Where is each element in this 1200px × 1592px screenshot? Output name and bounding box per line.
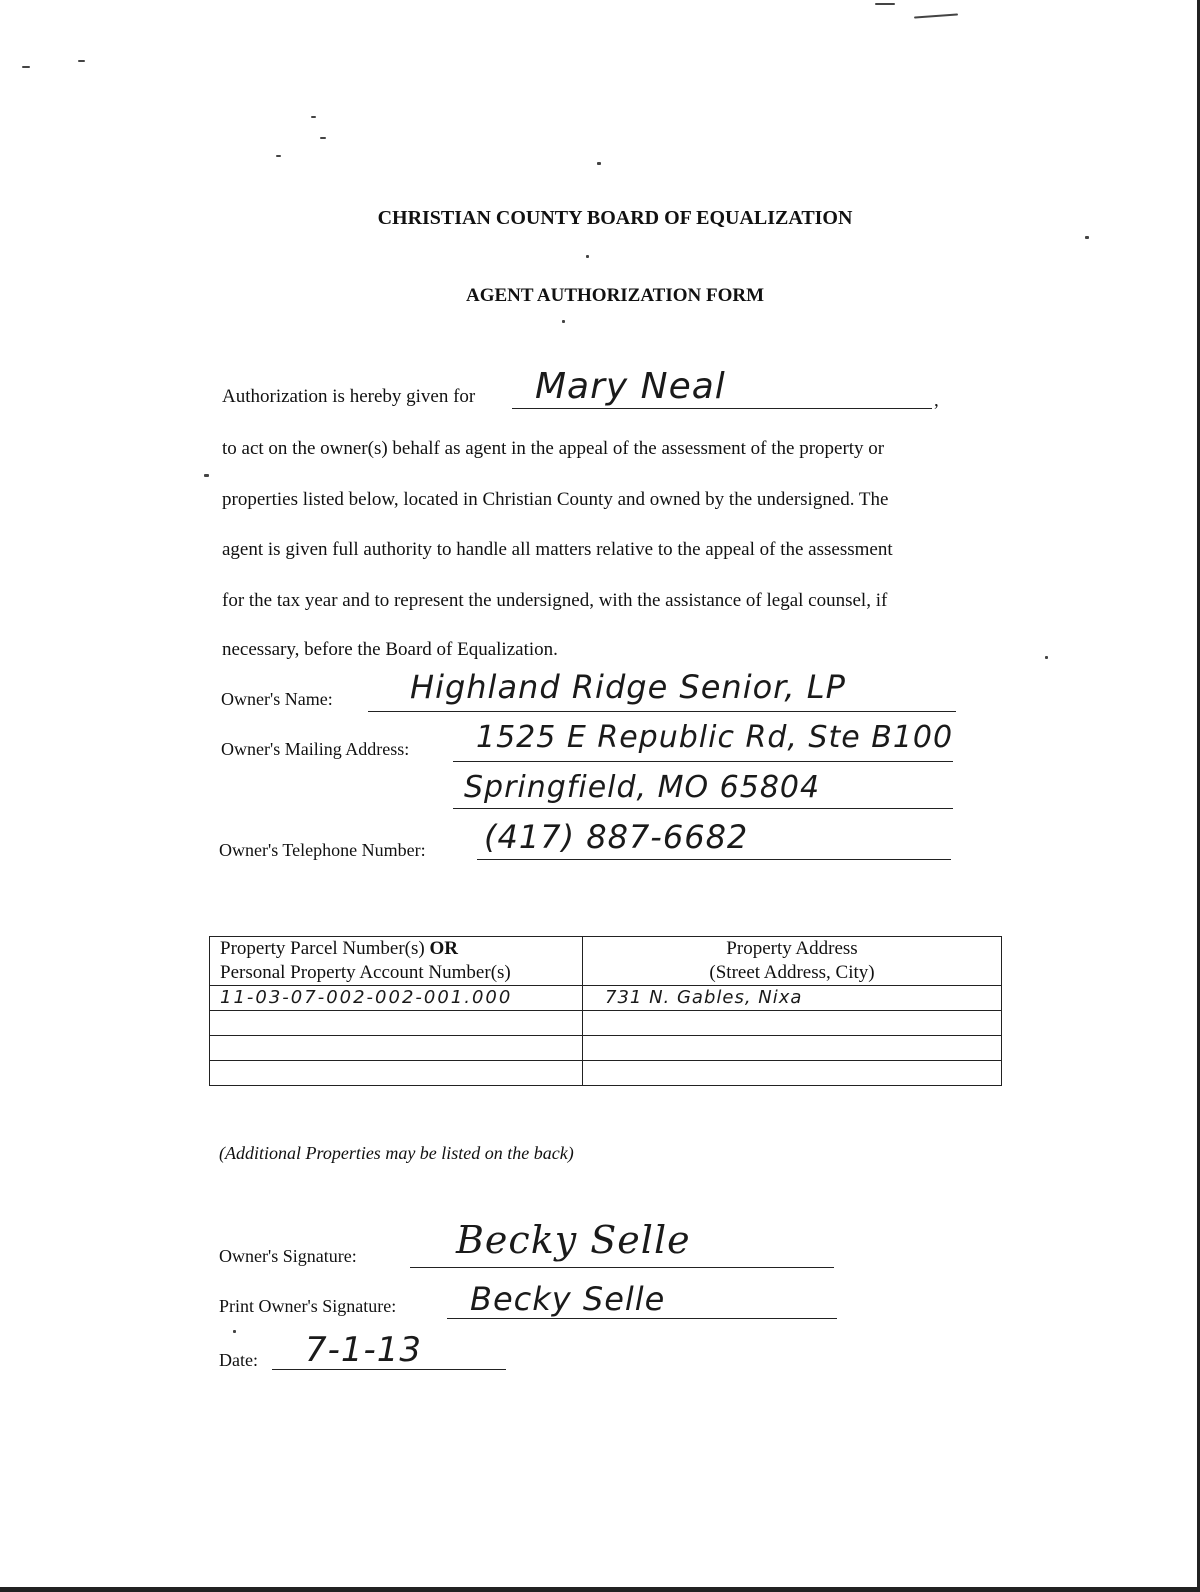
scan-speck <box>597 162 601 165</box>
property-address-cell[interactable] <box>583 1011 1002 1036</box>
paragraph-line-4: for the tax year and to represent the undersigned, with the assistance of legal counsel, if <box>222 590 888 611</box>
scan-speck <box>562 320 565 323</box>
scan-speck <box>311 116 316 118</box>
paragraph-line-2: properties listed below, located in Christian County and owned by the undersigned. The <box>222 489 889 510</box>
parcel-number-cell[interactable] <box>210 1036 583 1061</box>
paragraph-line-5: necessary, before the Board of Equalization. <box>222 639 558 660</box>
trailing-comma: , <box>934 390 939 411</box>
table-row <box>210 1011 1002 1036</box>
parcel-header-line1: Property Parcel Number(s) <box>220 938 430 959</box>
mailing-address-field-2[interactable]: Springfield, MO 65804 <box>464 770 821 805</box>
agent-name-line <box>512 408 932 409</box>
print-signature-field[interactable]: Becky Selle <box>470 1280 666 1318</box>
print-signature-line <box>447 1318 837 1319</box>
scan-edge-bottom <box>0 1587 1200 1592</box>
owner-name-label: Owner's Name: <box>221 689 333 709</box>
address-header-line1: Property Address <box>726 938 858 959</box>
scan-speck <box>22 66 30 68</box>
scan-speck <box>1045 656 1048 659</box>
property-table-header-row <box>210 937 1002 986</box>
parcel-number-cell[interactable] <box>210 1061 583 1086</box>
owner-signature-field[interactable]: Becky Selle <box>456 1218 691 1262</box>
scan-speck <box>78 60 85 62</box>
owner-signature-label: Owner's Signature: <box>219 1246 357 1266</box>
agent-name-field[interactable]: Mary Neal <box>535 366 726 407</box>
additional-properties-note: (Additional Properties may be listed on the back) <box>219 1143 574 1163</box>
table-row <box>210 1061 1002 1086</box>
owner-name-field[interactable]: Highland Ridge Senior, LP <box>410 668 846 706</box>
telephone-line <box>477 859 951 860</box>
telephone-field[interactable]: (417) 887-6682 <box>484 818 749 856</box>
property-table <box>209 936 1002 1086</box>
scan-speck <box>204 474 209 477</box>
scan-speck <box>233 1330 236 1333</box>
paragraph-line-3: agent is given full authority to handle all matters relative to the appeal of the assessment <box>222 539 893 560</box>
mailing-address-label: Owner's Mailing Address: <box>221 739 410 759</box>
parcel-number-column-header <box>210 937 583 986</box>
print-signature-label: Print Owner's Signature: <box>219 1296 397 1316</box>
scan-speck <box>276 155 281 157</box>
table-row <box>210 1036 1002 1061</box>
scan-speck <box>586 255 589 258</box>
owner-name-line <box>368 711 956 712</box>
property-address-cell[interactable] <box>583 1036 1002 1061</box>
address-header-line2: (Street Address, City) <box>709 962 875 983</box>
mailing-address-line-1 <box>453 761 953 762</box>
mailing-address-field-1[interactable]: 1525 E Republic Rd, Ste B100 <box>476 720 954 755</box>
parcel-header-line2: Personal Property Account Number(s) <box>220 962 511 983</box>
scan-speck <box>875 3 895 5</box>
authorization-lead-in: Authorization is hereby given for <box>222 386 476 407</box>
property-address-cell[interactable] <box>583 1061 1002 1086</box>
table-row <box>210 986 1002 1011</box>
form-subtitle: AGENT AUTHORIZATION FORM <box>465 285 765 306</box>
scan-speck <box>914 13 958 18</box>
parcel-number-cell[interactable]: 11-03-07-002-002-001.000 <box>210 986 583 1011</box>
mailing-address-line-2 <box>453 808 953 809</box>
form-title: CHRISTIAN COUNTY BOARD OF EQUALIZATION <box>377 207 853 229</box>
telephone-label: Owner's Telephone Number: <box>219 840 426 860</box>
date-field[interactable]: 7-1-13 <box>305 1330 423 1370</box>
date-label: Date: <box>219 1350 258 1370</box>
property-address-column-header <box>583 937 1002 986</box>
property-address-cell[interactable]: 731 N. Gables, Nixa <box>583 986 1002 1011</box>
scan-speck <box>1085 236 1089 239</box>
scan-speck <box>320 137 326 139</box>
owner-signature-line <box>410 1267 834 1268</box>
parcel-number-cell[interactable] <box>210 1011 583 1036</box>
parcel-header-or: OR <box>429 938 458 959</box>
paragraph-line-1: to act on the owner(s) behalf as agent in the appeal of the assessment of the property or <box>222 438 885 459</box>
